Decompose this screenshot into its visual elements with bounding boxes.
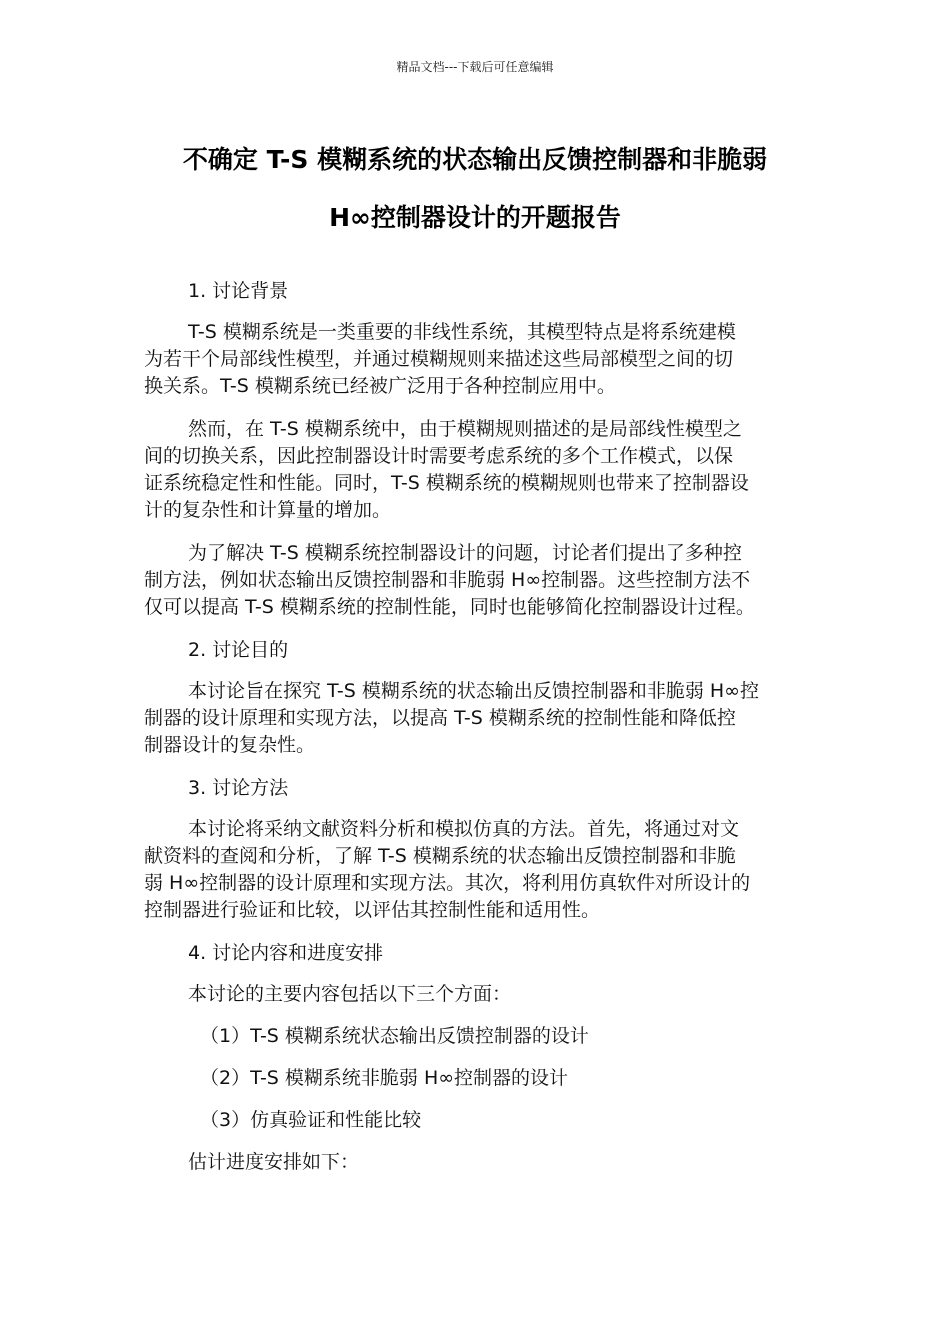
paragraph-purpose	[144, 678, 808, 759]
list-item: （3）仿真验证和性能比较	[200, 1109, 422, 1131]
paragraph-line: 制器设计的复杂性。	[144, 734, 316, 756]
paragraph-line: 制器的设计原理和实现方法，以提高 T-S 模糊系统的控制性能和降低控	[144, 707, 736, 729]
content-intro: 本讨论的主要内容包括以下三个方面：	[188, 983, 512, 1005]
paragraph-background-1	[144, 319, 808, 400]
paragraph-line: 为若干个局部线性模型，并通过模糊规则来描述这些局部模型之间的切	[144, 348, 734, 370]
paragraph-background-2	[144, 416, 808, 524]
paragraph-line: 计的复杂性和计算量的增加。	[144, 499, 392, 521]
paragraph-line: 为了解决 T-S 模糊系统控制器设计的问题，讨论者们提出了多种控	[188, 542, 742, 564]
paragraph-line: 证系统稳定性和性能。同时，T-S 模糊系统的模糊规则也带来了控制器设	[144, 472, 749, 494]
paragraph-line: 弱 H∞控制器的设计原理和实现方法。其次，将利用仿真软件对所设计的	[144, 872, 751, 894]
paragraph-line: 控制器进行验证和比较，以评估其控制性能和适用性。	[144, 899, 601, 921]
paragraph-line: 换关系。T-S 模糊系统已经被广泛用于各种控制应用中。	[144, 375, 616, 397]
document-body	[144, 278, 808, 1191]
list-item: （2）T-S 模糊系统非脆弱 H∞控制器的设计	[200, 1067, 569, 1089]
paragraph-line: 本讨论将采纳文献资料分析和模拟仿真的方法。首先，将通过对文	[188, 818, 740, 840]
section-heading-background: 1. 讨论背景	[188, 280, 289, 302]
paragraph-background-3	[144, 540, 808, 621]
paragraph-line: 间的切换关系，因此控制器设计时需要考虑系统的多个工作模式，以保	[144, 445, 734, 467]
paragraph-line: 仅可以提高 T-S 模糊系统的控制性能，同时也能够简化控制器设计过程。	[144, 596, 755, 618]
paragraph-method	[144, 816, 808, 924]
paragraph-line: T-S 模糊系统是一类重要的非线性系统，其模型特点是将系统建模	[188, 321, 736, 343]
paragraph-line: 本讨论旨在探究 T-S 模糊系统的状态输出反馈控制器和非脆弱 H∞控	[188, 680, 760, 702]
document-title-line-1: 不确定 T-S 模糊系统的状态输出反馈控制器和非脆弱	[182, 145, 768, 174]
section-heading-content-schedule: 4. 讨论内容和进度安排	[188, 942, 384, 964]
section-heading-purpose: 2. 讨论目的	[188, 639, 289, 661]
list-item: （1）T-S 模糊系统状态输出反馈控制器的设计	[200, 1025, 589, 1047]
section-heading-method: 3. 讨论方法	[188, 777, 289, 799]
paragraph-line: 制方法，例如状态输出反馈控制器和非脆弱 H∞控制器。这些控制方法不	[144, 569, 751, 591]
paragraph-line: 献资料的查阅和分析，了解 T-S 模糊系统的状态输出反馈控制器和非脆	[144, 845, 736, 867]
schedule-intro: 估计进度安排如下：	[188, 1151, 360, 1173]
header-note: 精品文档---下载后可任意编辑	[396, 60, 554, 74]
paragraph-line: 然而，在 T-S 模糊系统中，由于模糊规则描述的是局部线性模型之	[188, 418, 742, 440]
document-title-line-2: H∞控制器设计的开题报告	[329, 203, 621, 232]
